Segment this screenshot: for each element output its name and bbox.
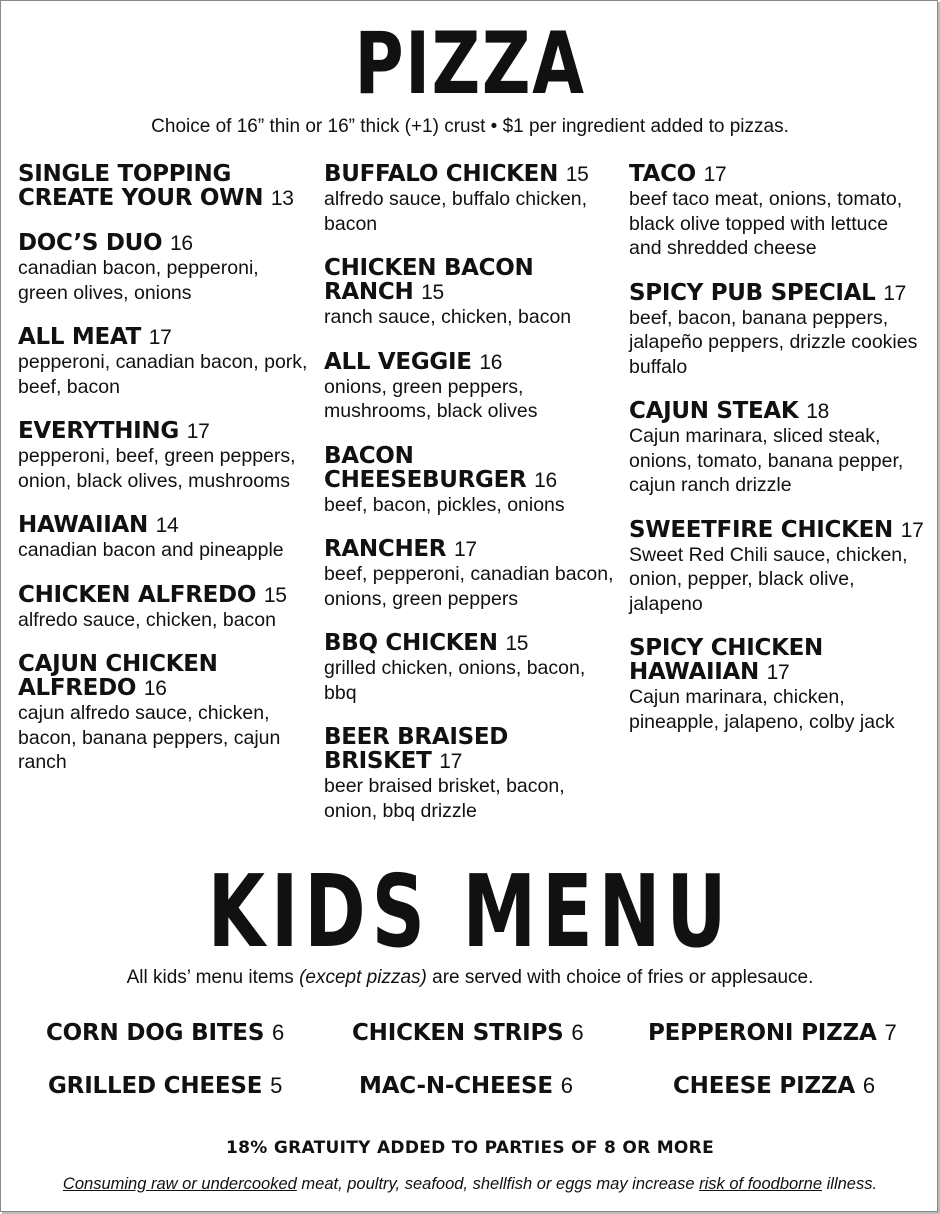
item-name: SPICY PUB SPECIAL bbox=[629, 279, 876, 306]
menu-item bbox=[18, 419, 313, 493]
item-description: canadian bacon, pepperoni, green olives, onions bbox=[18, 257, 259, 304]
item-description: Cajun marinara, chicken, pineapple, jalapeno, colby jack bbox=[629, 686, 895, 733]
item-name: SWEETFIRE CHICKEN bbox=[629, 516, 893, 543]
item-name: TACO bbox=[629, 161, 696, 187]
item-description: alfredo sauce, buffalo chicken, bacon bbox=[324, 188, 588, 235]
item-name: SINGLE TOPPING CREATE YOUR OWN bbox=[18, 161, 264, 211]
item-description: cajun alfredo sauce, chicken, bacon, banana peppers, cajun ranch bbox=[18, 702, 281, 773]
kids-item: CORN DOG BITES 6 bbox=[46, 1020, 285, 1046]
item-price: 13 bbox=[270, 187, 294, 210]
item-price: 17 bbox=[186, 420, 210, 443]
item-name: CHICKEN ALFREDO bbox=[18, 581, 257, 608]
item-price: 18 bbox=[806, 400, 829, 423]
item-price: 17 bbox=[439, 750, 462, 773]
kids-item: CHEESE PIZZA 6 bbox=[673, 1073, 875, 1099]
item-description: ranch sauce, chicken, bacon bbox=[324, 306, 572, 328]
item-description: beef, bacon, pickles, onions bbox=[324, 493, 565, 516]
item-name: CHICKEN BACON RANCH bbox=[324, 255, 534, 305]
item-description: beef taco meat, onions, tomato, black olive topped with lettuce and shredded cheese bbox=[629, 188, 903, 259]
item-name: BBQ CHICKEN bbox=[324, 630, 498, 656]
item-price: 17 bbox=[900, 518, 924, 542]
item-price: 15 bbox=[421, 281, 444, 304]
item-name: SPICY CHICKEN HAWAIIAN bbox=[629, 635, 823, 685]
menu-item bbox=[18, 231, 313, 305]
menu-item bbox=[18, 583, 313, 633]
menu-item bbox=[324, 350, 614, 424]
gratuity-notice: 18% GRATUITY ADDED TO PARTIES OF 8 OR MORE bbox=[226, 1138, 714, 1158]
kids-item: PEPPERONI PIZZA 7 bbox=[648, 1020, 897, 1046]
item-description: Cajun marinara, sliced steak, onions, tomato, banana pepper, cajun ranch drizzle bbox=[629, 425, 904, 496]
item-price: 17 bbox=[703, 163, 727, 186]
menu-item bbox=[18, 513, 313, 563]
item-price: 17 bbox=[883, 281, 907, 305]
kids-item: CHICKEN STRIPS 6 bbox=[352, 1020, 584, 1046]
food-safety-warning: Consuming raw or undercooked meat, poultry, seafood, shellfish or eggs may increase risk of foodborne illness. bbox=[62, 1175, 878, 1193]
item-price: 16 bbox=[534, 468, 557, 492]
menu-item bbox=[324, 444, 614, 518]
menu-item bbox=[18, 325, 313, 399]
item-description: beer braised brisket, bacon, onion, bbq drizzle bbox=[324, 775, 565, 822]
item-name: CAJUN CHICKEN ALFREDO bbox=[18, 651, 218, 701]
item-description: beef, bacon, banana peppers, jalapeño peppers, drizzle cookies buffalo bbox=[629, 306, 918, 378]
item-price: 15 bbox=[505, 632, 529, 655]
menu-item bbox=[324, 631, 614, 705]
pizza-column-3 bbox=[629, 162, 924, 754]
kids-menu-heading: KIDS MENU bbox=[207, 853, 733, 970]
menu-item bbox=[324, 725, 614, 823]
item-description: alfredo sauce, chicken, bacon bbox=[18, 608, 276, 631]
item-description: beef, pepperoni, canadian bacon, onions, green peppers bbox=[324, 563, 614, 610]
item-description: pepperoni, beef, green peppers, onion, black olives, mushrooms bbox=[18, 445, 296, 492]
pizza-column-1 bbox=[18, 162, 313, 795]
menu-item bbox=[324, 537, 614, 611]
menu-item bbox=[629, 518, 924, 617]
item-name: HAWAIIAN bbox=[18, 512, 148, 538]
item-price: 14 bbox=[155, 514, 179, 537]
item-name: ALL VEGGIE bbox=[324, 348, 472, 375]
item-description: onions, green peppers, mushrooms, black olives bbox=[324, 375, 538, 422]
item-name: EVERYTHING bbox=[18, 418, 179, 444]
item-description: canadian bacon and pineapple bbox=[18, 539, 284, 561]
menu-item bbox=[629, 636, 924, 734]
item-name: ALL MEAT bbox=[18, 324, 142, 350]
kids-item: MAC-N-CHEESE 6 bbox=[359, 1073, 573, 1099]
item-price: 17 bbox=[766, 661, 790, 684]
item-price: 16 bbox=[479, 350, 503, 374]
item-name: DOC’S DUO bbox=[18, 230, 163, 256]
pizza-heading: PIZZA bbox=[354, 14, 586, 114]
kids-item: GRILLED CHEESE 5 bbox=[48, 1073, 283, 1099]
item-name: BEER BRAISED BRISKET bbox=[324, 724, 509, 774]
item-description: pepperoni, canadian bacon, pork, beef, bacon bbox=[18, 351, 308, 398]
menu-item bbox=[629, 399, 924, 498]
menu-item bbox=[629, 281, 924, 380]
item-price: 15 bbox=[565, 163, 589, 186]
item-price: 17 bbox=[453, 538, 477, 561]
kids-menu-items bbox=[0, 1016, 940, 1126]
item-price: 15 bbox=[263, 583, 287, 607]
item-name: BUFFALO CHICKEN bbox=[324, 161, 559, 187]
menu-item bbox=[18, 162, 313, 211]
pizza-column-2 bbox=[324, 162, 614, 843]
pizza-subtitle: Choice of 16” thin or 16” thick (+1) crust • $1 per ingredient added to pizzas. bbox=[151, 116, 789, 137]
item-description: grilled chicken, onions, bacon, bbq bbox=[324, 657, 586, 704]
kids-menu-subtitle: All kids’ menu items (except pizzas) are served with choice of fries or applesauce. bbox=[126, 967, 814, 988]
item-name: RANCHER bbox=[324, 536, 447, 562]
item-name: CAJUN STEAK bbox=[629, 398, 799, 424]
item-name: BACON CHEESEBURGER bbox=[324, 442, 527, 493]
item-price: 17 bbox=[148, 326, 172, 349]
menu-item bbox=[629, 162, 924, 261]
menu-item bbox=[324, 256, 614, 330]
item-price: 16 bbox=[170, 232, 193, 255]
menu-item bbox=[324, 162, 614, 236]
item-description: Sweet Red Chili sauce, chicken, onion, pepper, black olive, jalapeno bbox=[629, 543, 908, 615]
item-price: 16 bbox=[143, 677, 167, 700]
menu-item bbox=[18, 652, 313, 775]
